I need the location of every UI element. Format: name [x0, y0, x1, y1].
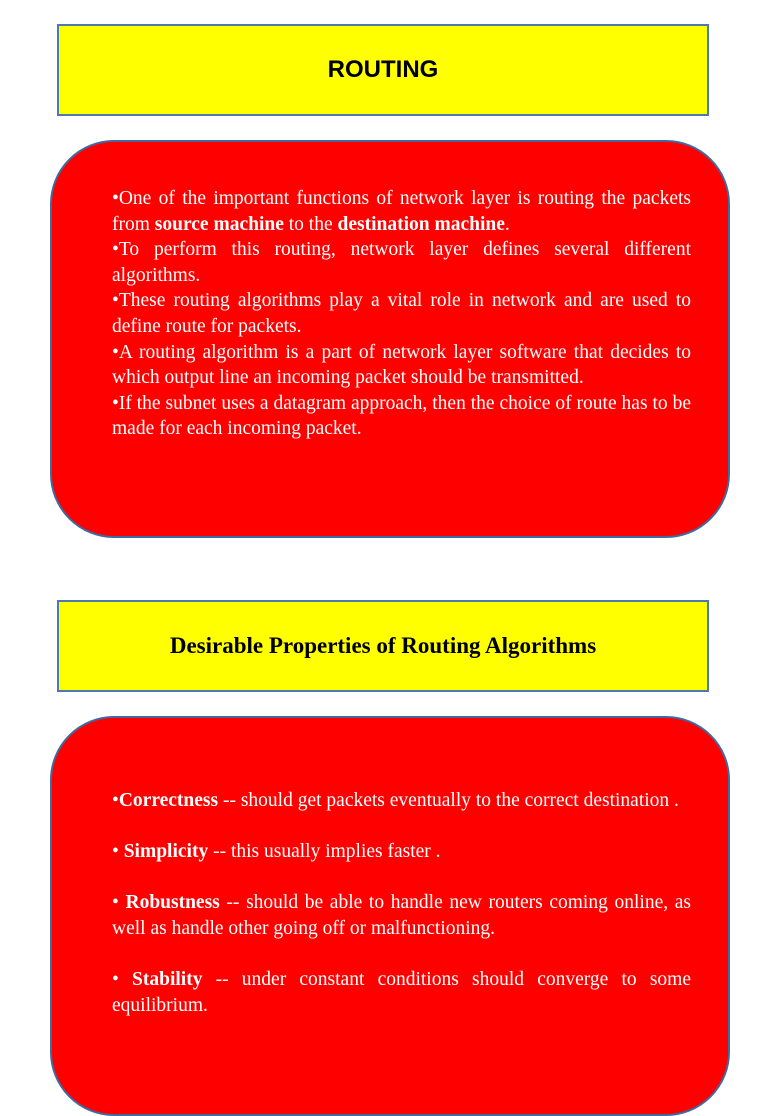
paragraph-gap	[112, 814, 691, 840]
routing-point-4: •A routing algorithm is a part of network layer software that decides to which output line an incoming packet should be transmitted.	[112, 341, 691, 389]
property-item-correctness	[112, 788, 691, 814]
property-term: Robustness	[125, 892, 220, 914]
destination-machine-term: destination machine	[337, 213, 505, 235]
property-description: -- should get packets eventually to the correct destination .	[218, 790, 679, 811]
paragraph-gap	[112, 942, 691, 968]
routing-title-box	[57, 24, 709, 116]
routing-title: ROUTING	[327, 56, 439, 83]
bullet-glyph: •	[112, 790, 119, 811]
property-description: -- should be able to handle new routers coming online, as well as handle other going off or malfunctioning.	[112, 892, 691, 939]
properties-title-box	[57, 600, 709, 692]
properties-list	[112, 788, 691, 1018]
property-description: -- this usually implies faster .	[208, 841, 441, 863]
property-item-stability	[112, 967, 691, 1018]
property-item-robustness	[112, 890, 691, 941]
property-term: Correctness	[118, 790, 219, 811]
routing-description-box	[50, 140, 730, 538]
source-machine-term: source machine	[154, 213, 284, 235]
routing-point-5: •If the subnet uses a datagram approach, then the choice of route has to be made for each incoming packet.	[112, 392, 691, 440]
routing-point-2: •To perform this routing, network layer defines several different algorithms.	[112, 239, 691, 286]
properties-title: Desirable Properties of Routing Algorithms	[169, 633, 597, 658]
property-description: -- under constant conditions should converge to some equilibrium.	[112, 969, 691, 1016]
routing-description-text	[112, 186, 691, 442]
routing-point-3: •These routing algorithms play a vital role in network and are used to define route for packets.	[112, 290, 691, 337]
property-item-simplicity	[112, 839, 691, 865]
property-term: Stability	[132, 969, 203, 991]
routing-point-1-text-a: •One of the important functions of network layer is routing the packets from	[112, 188, 691, 235]
bullet-glyph: •	[112, 969, 133, 991]
routing-point-1	[112, 186, 691, 237]
paragraph-gap	[112, 865, 691, 891]
routing-point-1-text-d: .	[504, 213, 510, 235]
routing-point-1-text-c: to the	[283, 213, 338, 235]
bullet-glyph: •	[112, 892, 126, 914]
property-term: Simplicity	[123, 841, 209, 863]
bullet-glyph: •	[112, 841, 124, 863]
properties-box	[50, 716, 730, 1116]
